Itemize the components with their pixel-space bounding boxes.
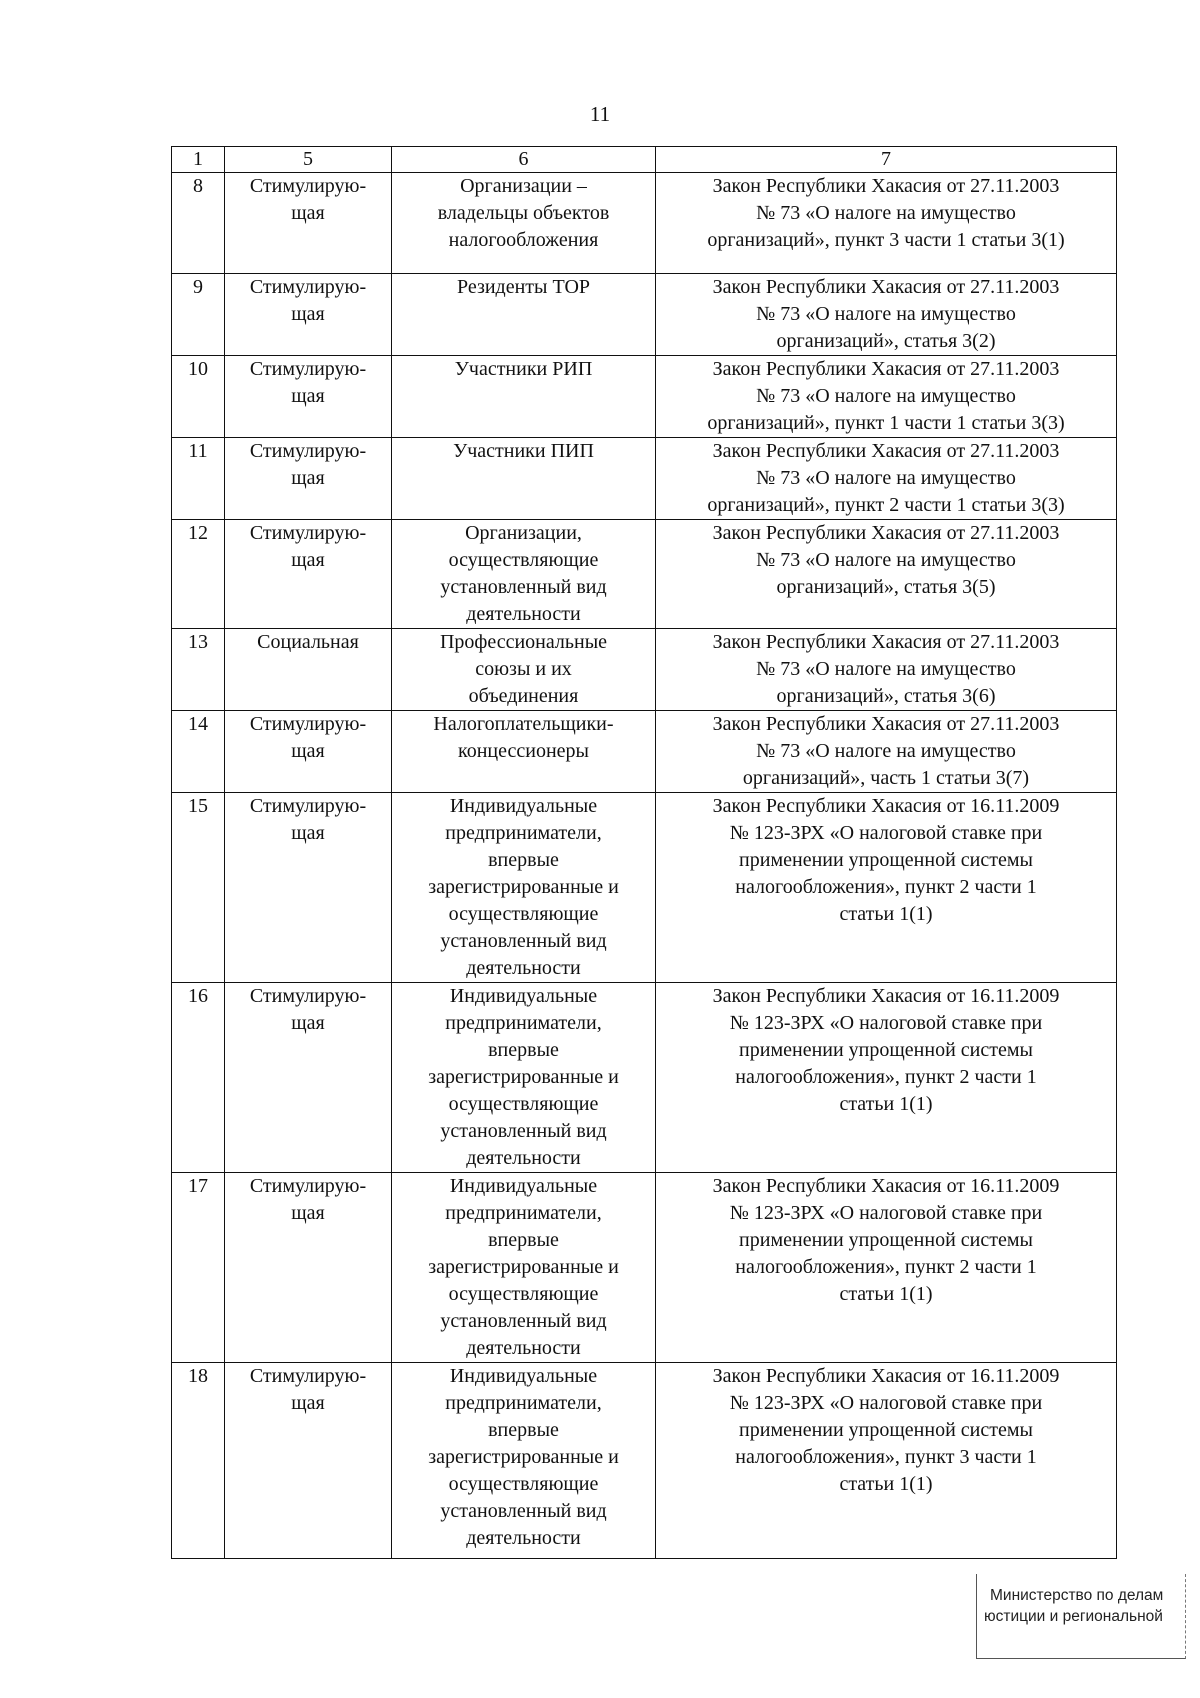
legal-basis-cell: Закон Республики Хакасия от 16.11.2009 № 123-ЗРХ «О налоговой ставке при применении упрощенной системы налогообложения», пункт 2 части 1 статьи 1(1) [656,983,1117,1173]
benefit-type-cell: Стимулирую- щая [225,274,392,356]
row-number-cell: 18 [172,1363,225,1559]
beneficiary-cell: Организации, осуществляющие установленный вид деятельности [392,520,656,629]
header-cell-5: 5 [225,147,392,173]
table-row [172,356,1117,438]
benefit-type-cell: Социальная [225,629,392,711]
row-number-cell: 16 [172,983,225,1173]
registration-stamp [976,1574,1186,1660]
beneficiary-cell: Индивидуальные предприниматели, впервые зарегистрированные и осуществляющие установленный вид деятельности [392,793,656,983]
row-number-cell: 10 [172,356,225,438]
row-number-cell: 12 [172,520,225,629]
stamp-line-2: юстиции и региональной [984,1608,1163,1625]
legal-basis-cell: Закон Республики Хакасия от 27.11.2003 № 73 «О налоге на имущество организаций», пункт 1 части 1 статьи 3(3) [656,356,1117,438]
header-cell-6: 6 [392,147,656,173]
row-number-cell: 17 [172,1173,225,1363]
row-number-cell: 15 [172,793,225,983]
benefit-type-cell: Стимулирую- щая [225,1173,392,1363]
benefit-type-cell: Стимулирую- щая [225,1363,392,1559]
table-row [172,1363,1117,1559]
header-cell-7: 7 [656,147,1117,173]
legal-basis-cell: Закон Республики Хакасия от 27.11.2003 № 73 «О налоге на имущество организаций», часть 1 статьи 3(7) [656,711,1117,793]
legal-basis-cell: Закон Республики Хакасия от 27.11.2003 № 73 «О налоге на имущество организаций», статья 3(6) [656,629,1117,711]
row-number-cell: 14 [172,711,225,793]
beneficiary-cell: Участники РИП [392,356,656,438]
row-number-cell: 11 [172,438,225,520]
row-number-cell: 9 [172,274,225,356]
table-row [172,173,1117,274]
legal-basis-cell: Закон Республики Хакасия от 27.11.2003 № 73 «О налоге на имущество организаций», статья 3(5) [656,520,1117,629]
legal-basis-cell: Закон Республики Хакасия от 16.11.2009 № 123-ЗРХ «О налоговой ставке при применении упрощенной системы налогообложения», пункт 2 части 1 статьи 1(1) [656,1173,1117,1363]
benefit-type-cell: Стимулирую- щая [225,793,392,983]
legal-basis-cell: Закон Республики Хакасия от 16.11.2009 № 123-ЗРХ «О налоговой ставке при применении упрощенной системы налогообложения», пункт 3 части 1 статьи 1(1) [656,1363,1117,1559]
table-row [172,520,1117,629]
beneficiary-cell: Индивидуальные предприниматели, впервые зарегистрированные и осуществляющие установленный вид деятельности [392,983,656,1173]
beneficiary-cell: Участники ПИП [392,438,656,520]
page-number: 11 [589,102,611,126]
legal-basis-cell: Закон Республики Хакасия от 27.11.2003 № 73 «О налоге на имущество организаций», пункт 3 части 1 статьи 3(1) [656,173,1117,274]
table-row [172,629,1117,711]
table-row [172,438,1117,520]
legal-basis-cell: Закон Республики Хакасия от 16.11.2009 № 123-ЗРХ «О налоговой ставке при применении упрощенной системы налогообложения», пункт 2 части 1 статьи 1(1) [656,793,1117,983]
beneficiary-cell: Организации – владельцы объектов налогообложения [392,173,656,274]
stamp-line-1: Министерство по делам [990,1587,1164,1604]
benefit-type-cell: Стимулирую- щая [225,356,392,438]
benefit-type-cell: Стимулирую- щая [225,711,392,793]
legal-basis-cell: Закон Республики Хакасия от 27.11.2003 № 73 «О налоге на имущество организаций», пункт 2 части 1 статьи 3(3) [656,438,1117,520]
beneficiary-cell: Резиденты ТОР [392,274,656,356]
tax-benefits-table [171,146,1117,1559]
legal-basis-cell: Закон Республики Хакасия от 27.11.2003 № 73 «О налоге на имущество организаций», статья 3(2) [656,274,1117,356]
benefit-type-cell: Стимулирую- щая [225,438,392,520]
table-row [172,1173,1117,1363]
beneficiary-cell: Индивидуальные предприниматели, впервые зарегистрированные и осуществляющие установленный вид деятельности [392,1173,656,1363]
beneficiary-cell: Индивидуальные предприниматели, впервые зарегистрированные и осуществляющие установленный вид деятельности [392,1363,656,1559]
table-row [172,711,1117,793]
table-row [172,274,1117,356]
row-number-cell: 13 [172,629,225,711]
table-row [172,983,1117,1173]
table-row [172,793,1117,983]
benefit-type-cell: Стимулирую- щая [225,173,392,274]
benefit-type-cell: Стимулирую- щая [225,520,392,629]
header-cell-1: 1 [172,147,225,173]
beneficiary-cell: Профессиональные союзы и их объединения [392,629,656,711]
table-header-row [172,147,1117,173]
benefit-type-cell: Стимулирую- щая [225,983,392,1173]
row-number-cell: 8 [172,173,225,274]
beneficiary-cell: Налогоплательщики- концессионеры [392,711,656,793]
